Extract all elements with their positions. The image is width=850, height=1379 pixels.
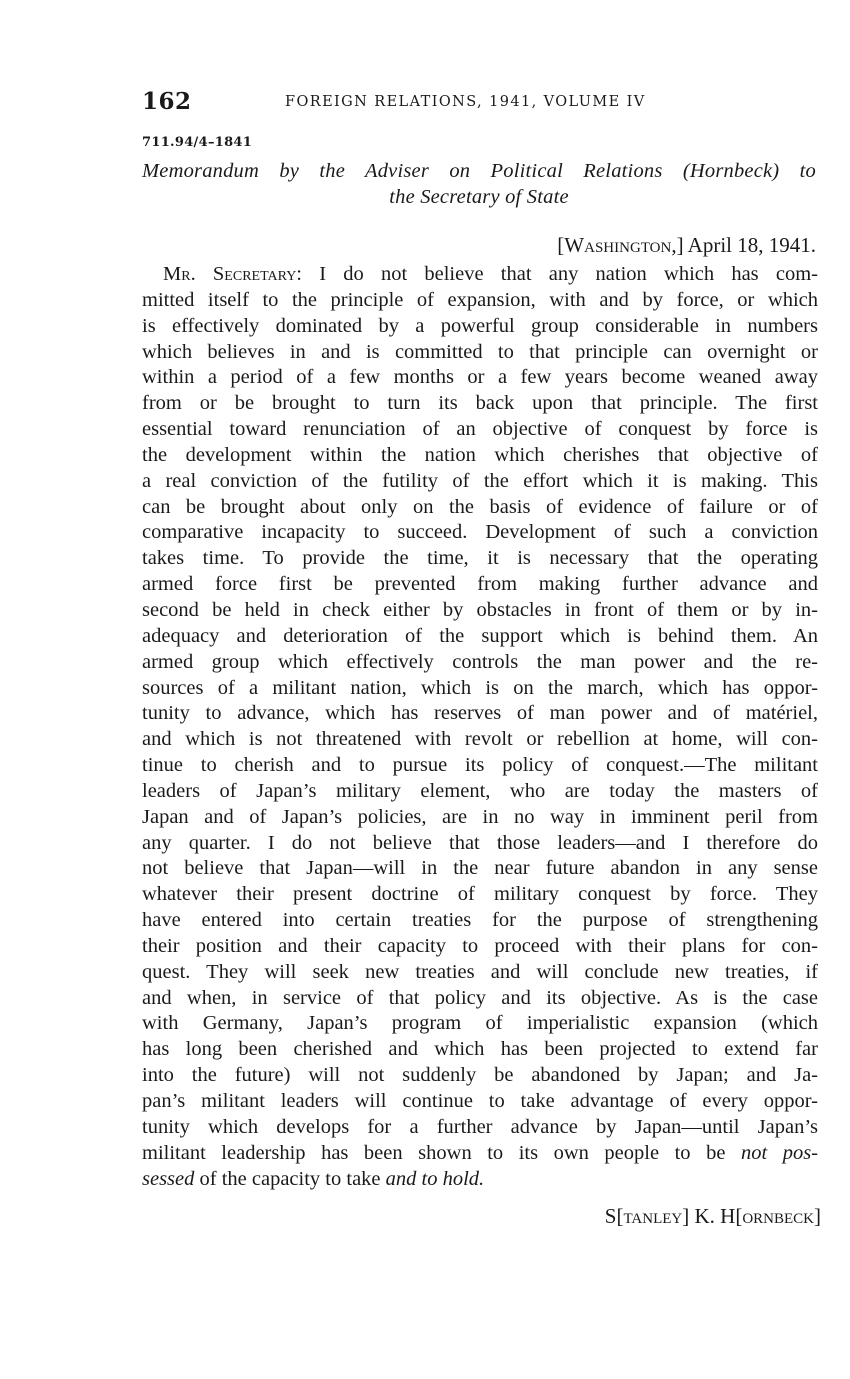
- body-line: sessed of the capacity to take and to hold.: [142, 1167, 485, 1190]
- body-line: Mr. Secretary: I do not believe that any nation which has com-: [163, 263, 818, 285]
- body-line: their position and their capacity to proceed with their plans for con-: [142, 934, 818, 957]
- body-line: armed group which effectively controls the man power and the re-: [142, 650, 818, 673]
- title-line-2: the Secretary of State: [389, 186, 569, 208]
- memo-body: [142, 262, 818, 1192]
- body-line: tunity which develops for a further advance by Japan—until Japan’s: [142, 1115, 818, 1138]
- emphasis-not-possessed: not pos-: [740, 1141, 818, 1164]
- signature: [142, 1204, 821, 1229]
- dateline: [142, 233, 816, 258]
- body-line: not believe that Japan—will in the near future abandon in any sense: [142, 857, 818, 880]
- page-number: 162: [142, 88, 192, 115]
- body-line: can be brought about only on the basis of evidence of failure or of: [142, 495, 818, 518]
- signature-tanley: [tanley]: [616, 1204, 690, 1228]
- body-line: adequacy and deterioration of the support which is behind them. An: [142, 624, 818, 647]
- body-line: mitted itself to the principle of expansion, with and by force, or which: [142, 288, 818, 311]
- body-line: a real conviction of the futility of the effort which it is making. This: [142, 469, 818, 492]
- running-head: FOREIGN RELATIONS, 1941, VOLUME IV: [285, 94, 646, 110]
- body-line: sources of a militant nation, which is on the march, which has oppor-: [142, 676, 818, 699]
- body-line: comparative incapacity to succeed. Development of such a conviction: [142, 521, 818, 544]
- body-line: the development within the nation which cherishes that objective of: [142, 443, 818, 466]
- body-line: within a period of a few months or a few years become weaned away: [142, 366, 818, 389]
- body-line: Japan and of Japan’s policies, are in no way in imminent peril from: [142, 805, 818, 828]
- signature-initial-s: S: [604, 1204, 617, 1228]
- body-line: tinue to cherish and to pursue its policy of conquest.—The militant: [142, 754, 818, 777]
- salutation: Mr. Secretary:: [163, 263, 302, 285]
- body-line: militant leadership has been shown to its own people to be not pos-: [142, 1141, 818, 1164]
- body-line: whatever their present doctrine of military conquest by force. They: [142, 883, 818, 906]
- body-line: from or be brought to turn its back upon that principle. The first: [142, 392, 818, 415]
- document-title: [142, 158, 816, 210]
- body-line: pan’s militant leaders will continue to take advantage of every oppor-: [142, 1090, 818, 1112]
- body-line: is effectively dominated by a powerful group considerable in numbers: [142, 314, 818, 337]
- file-number: 711.94/4–1841: [142, 135, 253, 150]
- body-line: tunity to advance, which has reserves of man power and of matériel,: [142, 702, 818, 725]
- dateline-place: [Washington,]: [557, 233, 684, 257]
- body-line: into the future) will not suddenly be abandoned by Japan; and Ja-: [142, 1064, 818, 1087]
- emphasis-and-to-hold: and to hold.: [385, 1167, 485, 1190]
- signature-initials-kh: K. H: [694, 1204, 736, 1228]
- body-line: which believes in and is committed to that principle can overnight or: [142, 340, 818, 363]
- body-line: armed force first be prevented from making further advance and: [142, 573, 818, 596]
- body-line: has long been cherished and which has been projected to extend far: [142, 1038, 818, 1061]
- body-line: essential toward renunciation of an objective of conquest by force is: [142, 418, 818, 441]
- body-line: takes time. To provide the time, it is necessary that the operating: [142, 547, 818, 570]
- title-line-1: Memorandum by the Adviser on Political Relations (Hornbeck) to: [142, 160, 816, 182]
- emphasis-possessed: sessed: [142, 1167, 195, 1190]
- body-line: any quarter. I do not believe that those leaders—and I therefore do: [142, 831, 818, 854]
- page-header: [142, 88, 822, 118]
- body-line: quest. They will seek new treaties and will conclude new treaties, if: [142, 960, 818, 983]
- signature-ornbeck: [ornbeck]: [735, 1204, 821, 1228]
- body-line: leaders of Japan’s military element, who are today the masters of: [142, 779, 818, 802]
- body-line: have entered into certain treaties for the purpose of strengthening: [142, 909, 818, 932]
- body-line: and which is not threatened with revolt or rebellion at home, will con-: [142, 728, 818, 751]
- body-line: with Germany, Japan’s program of imperialistic expansion (which: [142, 1012, 818, 1035]
- body-line: second be held in check either by obstacles in front of them or by in-: [142, 598, 818, 621]
- dateline-date: April 18, 1941.: [687, 233, 816, 257]
- body-line: and when, in service of that policy and its objective. As is the case: [142, 986, 818, 1009]
